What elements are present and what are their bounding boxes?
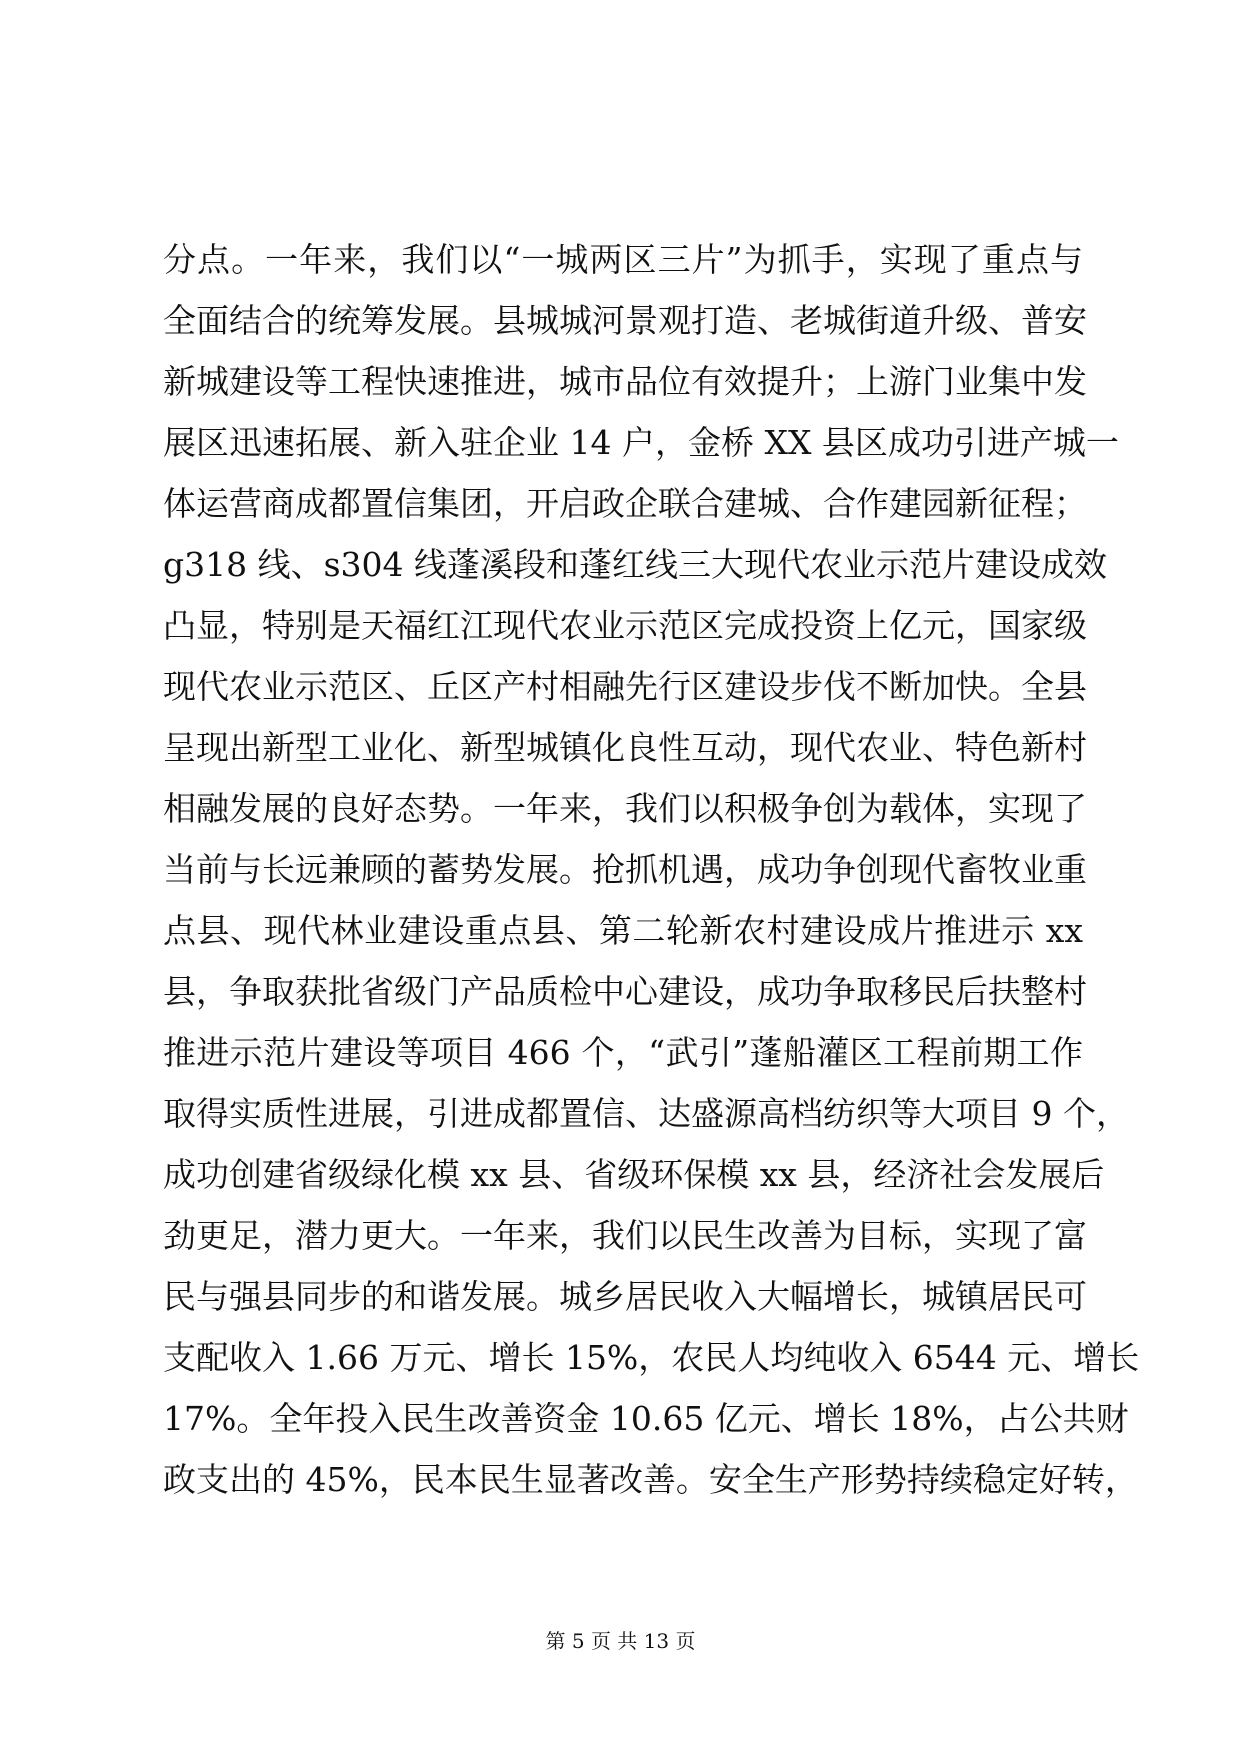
text-line: 政支出的 45%，民本民生显著改善。安全生产形势持续稳定好转， bbox=[163, 1460, 1138, 1499]
text-line: 全面结合的统筹发展。县城城河景观打造、老城街道升级、普安 bbox=[163, 301, 1087, 340]
text-line: 展区迅速拓展、新入驻企业 14 户，金桥 XX 县区成功引进产城一 bbox=[163, 423, 1119, 462]
text-line: 新城建设等工程快速推进，城市品位有效提升；上游门业集中发 bbox=[163, 362, 1087, 401]
text-line: 呈现出新型工业化、新型城镇化良性互动，现代农业、特色新村 bbox=[163, 728, 1087, 767]
text-line: 凸显，特别是天福红江现代农业示范区完成投资上亿元，国家级 bbox=[163, 606, 1087, 645]
text-line: g318 线、s304 线蓬溪段和蓬红线三大现代农业示范片建设成效 bbox=[163, 545, 1108, 584]
text-line: 当前与长远兼顾的蓄势发展。抢抓机遇，成功争创现代畜牧业重 bbox=[163, 850, 1087, 889]
text-line: 取得实质性进展，引进成都置信、达盛源高档纺织等大项目 9 个， bbox=[163, 1094, 1129, 1133]
text-line: 现代农业示范区、丘区产村相融先行区建设步伐不断加快。全县 bbox=[163, 667, 1087, 706]
text-line: 点县、现代林业建设重点县、第二轮新农村建设成片推进示 xx bbox=[163, 911, 1083, 950]
text-line: 支配收入 1.66 万元、增长 15%，农民人均纯收入 6544 元、增长 bbox=[163, 1338, 1140, 1377]
body-paragraph bbox=[163, 229, 1140, 1510]
text-line: 体运营商成都置信集团，开启政企联合建城、合作建园新征程； bbox=[163, 484, 1087, 523]
text-line: 17%。全年投入民生改善资金 10.65 亿元、增长 18%，占公共财 bbox=[163, 1399, 1129, 1438]
text-line: 成功创建省级绿化模 xx 县、省级环保模 xx 县，经济社会发展后 bbox=[163, 1155, 1105, 1194]
text-line: 推进示范片建设等项目 466 个，“武引”蓬船灌区工程前期工作 bbox=[163, 1033, 1083, 1072]
text-line: 县，争取获批省级门产品质检中心建设，成功争取移民后扶整村 bbox=[163, 972, 1087, 1011]
page-number-footer: 第 5 页 共 13 页 bbox=[545, 1629, 696, 1653]
text-line: 劲更足，潜力更大。一年来，我们以民生改善为目标，实现了富 bbox=[163, 1216, 1087, 1255]
text-line: 分点。一年来，我们以“一城两区三片”为抓手，实现了重点与 bbox=[163, 240, 1083, 279]
text-line: 民与强县同步的和谐发展。城乡居民收入大幅增长，城镇居民可 bbox=[163, 1277, 1087, 1316]
text-line: 相融发展的良好态势。一年来，我们以积极争创为载体，实现了 bbox=[163, 789, 1087, 828]
